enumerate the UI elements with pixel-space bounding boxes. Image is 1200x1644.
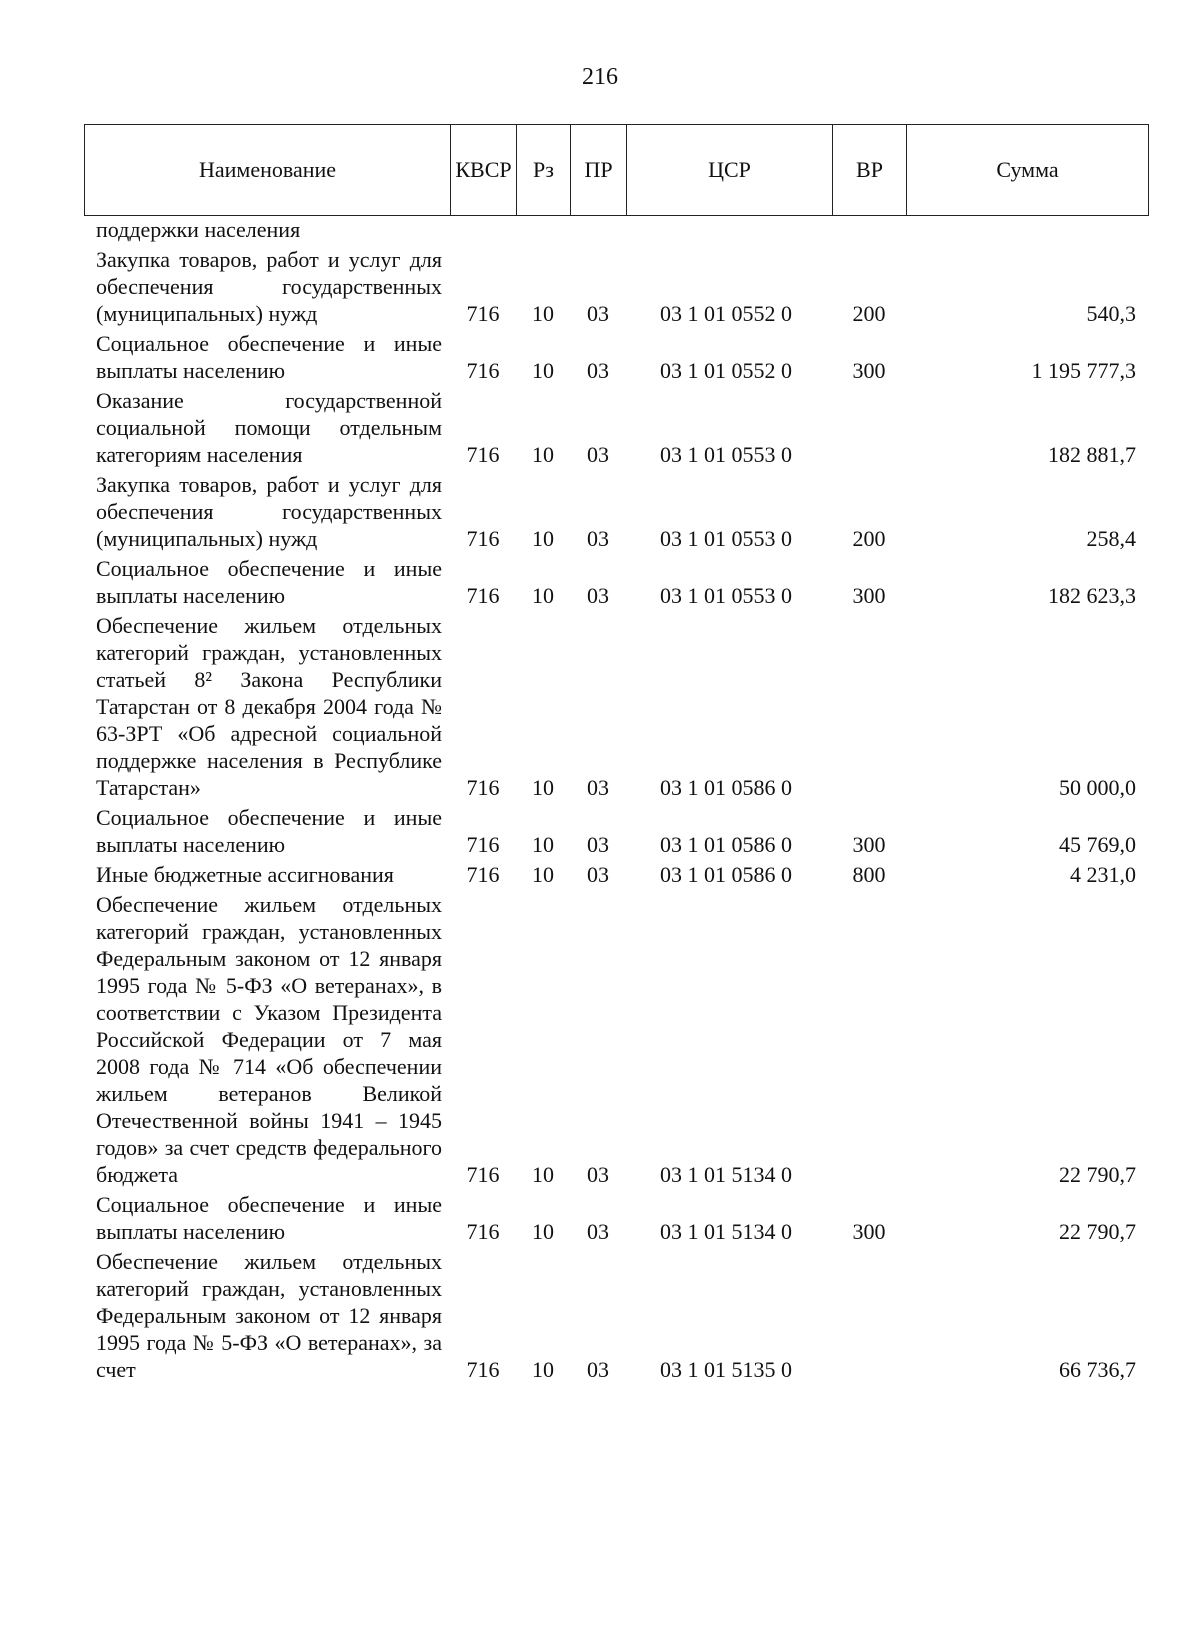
cell-rz: 10 (532, 832, 554, 857)
cell-name: Обеспечение жильем отдельных категорий граждан, установленных Федеральным законом от 12 января 1995 года № 5-ФЗ «О ветеранах», в соответствии с Указом Президента Российской Федерации от 7 мая 2008 года № 714 «Об обеспечении жильем ветеранов Великой Отечественной войны 1941 – 1945 годов» за счет средств федерального бюджета (96, 892, 442, 1187)
cell-sum: 540,3 (1086, 301, 1136, 326)
cell-vr (832, 387, 906, 471)
cell-name: Оказание государственной социальной помощи отдельным категориям населения (96, 388, 442, 467)
table-row (84, 1191, 1148, 1248)
cell-csr: 03 1 01 0586 0 (660, 832, 792, 857)
cell-pr: 03 (587, 442, 609, 467)
cell-name: Обеспечение жильем отдельных категорий граждан, установленных статьей 8² Закона Республики Татарстан от 8 декабря 2004 года № 63-ЗРТ «Об адресной социальной поддержке населения в Республике Татарстан» (96, 613, 442, 800)
cell-csr: 03 1 01 5135 0 (660, 1357, 792, 1382)
table-row (84, 246, 1148, 330)
cell-vr (832, 891, 906, 1191)
cell-name: Иные бюджетные ассигнования (96, 862, 394, 887)
cell-pr: 03 (587, 583, 609, 608)
cell-sum: 66 736,7 (1059, 1357, 1136, 1382)
cell-name: Закупка товаров, работ и услуг для обеспечения государственных (муниципальных) нужд (96, 247, 442, 326)
cell-csr: 03 1 01 0586 0 (660, 862, 792, 887)
cell-pr: 03 (587, 358, 609, 383)
column-header-kvsr: КВСР (451, 125, 517, 216)
cell-kvsr: 716 (466, 442, 500, 467)
cell-rz: 10 (532, 775, 554, 800)
cell-rz: 10 (532, 1357, 554, 1382)
column-header-pr: ПР (571, 125, 627, 216)
cell-rz: 10 (532, 301, 554, 326)
cell-kvsr (450, 216, 516, 246)
cell-rz (516, 216, 570, 246)
cell-sum: 22 790,7 (1059, 1162, 1136, 1187)
cell-pr: 03 (587, 301, 609, 326)
cell-rz: 10 (532, 358, 554, 383)
cell-vr: 200 (852, 301, 886, 326)
cell-sum: 50 000,0 (1059, 775, 1136, 800)
cell-pr: 03 (587, 775, 609, 800)
cell-csr: 03 1 01 5134 0 (660, 1162, 792, 1187)
table-row (84, 387, 1148, 471)
cell-csr: 03 1 01 5134 0 (660, 1219, 792, 1244)
cell-kvsr: 716 (466, 1162, 500, 1187)
table-row (84, 555, 1148, 612)
table-row (84, 1248, 1148, 1386)
cell-rz: 10 (532, 862, 554, 887)
cell-sum: 182 623,3 (1048, 583, 1136, 608)
cell-sum: 22 790,7 (1059, 1219, 1136, 1244)
cell-csr (626, 216, 832, 246)
table-row (84, 612, 1148, 804)
column-header-sum: Сумма (907, 125, 1149, 216)
cell-vr: 800 (852, 862, 886, 887)
table-row (84, 330, 1148, 387)
cell-sum: 45 769,0 (1059, 832, 1136, 857)
page-number: 216 (582, 64, 618, 90)
cell-sum: 4 231,0 (1070, 862, 1136, 887)
cell-pr: 03 (587, 1357, 609, 1382)
column-header-rz: Рз (517, 125, 571, 216)
cell-vr: 300 (852, 583, 886, 608)
cell-vr: 300 (852, 358, 886, 383)
cell-pr: 03 (587, 862, 609, 887)
cell-pr: 03 (587, 832, 609, 857)
cell-csr: 03 1 01 0552 0 (660, 358, 792, 383)
cell-kvsr: 716 (466, 1219, 500, 1244)
cell-sum: 258,4 (1086, 526, 1136, 551)
table-row (84, 861, 1148, 891)
cell-rz: 10 (532, 1219, 554, 1244)
cell-pr (570, 216, 626, 246)
table-row (84, 216, 1148, 246)
budget-table (84, 216, 1148, 1386)
cell-kvsr: 716 (466, 1357, 500, 1382)
cell-kvsr: 716 (466, 775, 500, 800)
cell-vr: 200 (852, 526, 886, 551)
cell-sum (906, 216, 1148, 246)
cell-sum: 182 881,7 (1048, 442, 1136, 467)
cell-csr: 03 1 01 0553 0 (660, 442, 792, 467)
cell-vr: 300 (852, 832, 886, 857)
cell-pr: 03 (587, 1219, 609, 1244)
cell-csr: 03 1 01 0553 0 (660, 583, 792, 608)
cell-name: Социальное обеспечение и иные выплаты населению (96, 1192, 442, 1244)
cell-name: Социальное обеспечение и иные выплаты населению (96, 331, 442, 383)
cell-kvsr: 716 (466, 832, 500, 857)
cell-kvsr: 716 (466, 526, 500, 551)
cell-pr: 03 (587, 1162, 609, 1187)
table-row (84, 804, 1148, 861)
column-header-vr: ВР (833, 125, 907, 216)
cell-vr (832, 1248, 906, 1386)
cell-name: Обеспечение жильем отдельных категорий граждан, установленных Федеральным законом от 12 января 1995 года № 5-ФЗ «О ветеранах», за счет (96, 1249, 442, 1382)
cell-kvsr: 716 (466, 583, 500, 608)
cell-sum: 1 195 777,3 (1031, 358, 1136, 383)
cell-pr: 03 (587, 526, 609, 551)
cell-kvsr: 716 (466, 301, 500, 326)
cell-vr (832, 216, 906, 246)
table-row (84, 891, 1148, 1191)
cell-vr (832, 612, 906, 804)
cell-csr: 03 1 01 0552 0 (660, 301, 792, 326)
table-row (84, 471, 1148, 555)
table-header (84, 124, 1149, 216)
cell-csr: 03 1 01 0586 0 (660, 775, 792, 800)
cell-rz: 10 (532, 526, 554, 551)
cell-csr: 03 1 01 0553 0 (660, 526, 792, 551)
column-header-name: Наименование (85, 125, 451, 216)
cell-vr: 300 (852, 1219, 886, 1244)
cell-kvsr: 716 (466, 862, 500, 887)
cell-name: Социальное обеспечение и иные выплаты населению (96, 805, 442, 857)
column-header-csr: ЦСР (627, 125, 833, 216)
cell-rz: 10 (532, 442, 554, 467)
cell-rz: 10 (532, 1162, 554, 1187)
cell-rz: 10 (532, 583, 554, 608)
cell-name: Закупка товаров, работ и услуг для обеспечения государственных (муниципальных) нужд (96, 472, 442, 551)
cell-kvsr: 716 (466, 358, 500, 383)
cell-name: Социальное обеспечение и иные выплаты населению (96, 556, 442, 608)
cell-name: поддержки населения (96, 217, 301, 242)
